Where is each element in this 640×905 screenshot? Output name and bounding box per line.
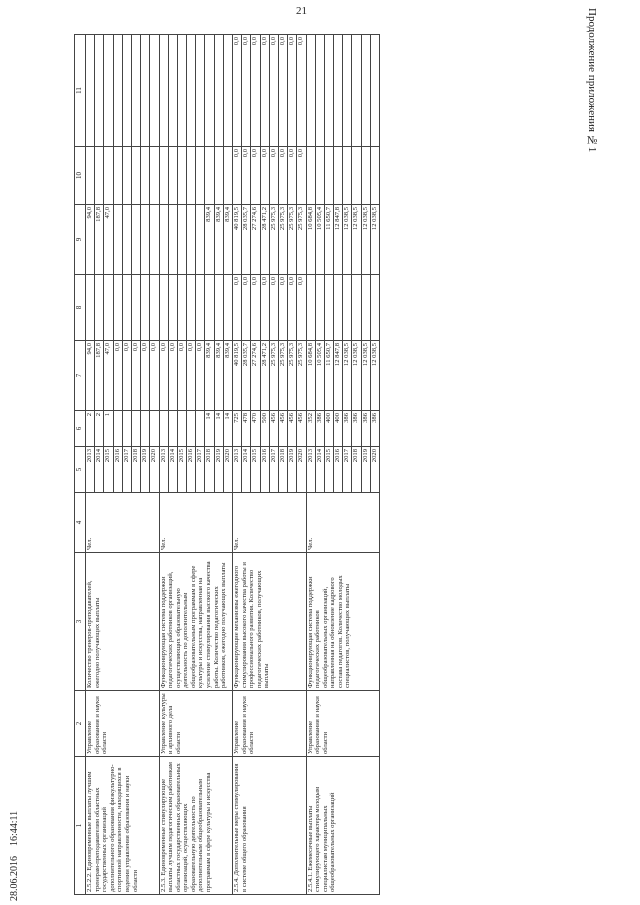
value-cell: 28 035,7 [242,205,251,275]
value-cell: 0,0 [168,341,177,411]
col-header: 11 [75,35,86,147]
value-cell [150,275,159,341]
value-cell: 25 975,3 [288,341,297,411]
value-cell: 28 471,2 [260,205,269,275]
value-cell: 0,0 [288,275,297,341]
col-header: 3 [75,553,86,691]
value-cell [324,147,333,205]
value-cell: 0,0 [260,147,269,205]
value-cell: 40 819,5 [233,205,242,275]
value-cell: 12 847,8 [334,205,343,275]
value-cell: 0,0 [233,275,242,341]
value-cell [141,35,150,147]
value-cell [113,147,122,205]
value-cell [214,35,223,147]
year-cell: 2014 [315,447,324,493]
value-cell [104,147,113,205]
value-cell: 25 975,3 [297,341,306,411]
value-cell: 28 035,7 [242,341,251,411]
page-number: 21 [296,5,307,17]
measure-c4-cell: Чел. [86,493,160,553]
value-cell: 1 [104,411,113,447]
value-cell: 94,0 [86,205,95,275]
table-row [159,35,168,895]
value-cell: 10 684,8 [306,205,315,275]
measure-c1-cell: 2.5.2.2. Единовременные выплаты лучшим тренерам-преподавателям областных государственных организаций дополнительного образования физкультурно-спортивной направленности, находящихся в ведении управления образования и науки области [86,757,160,895]
value-cell: 386 [352,411,361,447]
value-cell [141,147,150,205]
value-cell [223,147,232,205]
measure-c3-cell: Количество тренеров-преподавателей, ежегодно получающих выплаты [86,553,160,691]
value-cell [223,35,232,147]
value-cell: 400 [324,411,333,447]
value-cell: 0,0 [288,147,297,205]
value-cell: 386 [343,411,352,447]
col-header: 5 [75,447,86,493]
value-cell: 725 [233,411,242,447]
value-cell [131,35,140,147]
value-cell [187,275,196,341]
value-cell: 12 038,5 [370,341,379,411]
value-cell [370,35,379,147]
value-cell [122,205,131,275]
value-cell: 0,0 [242,35,251,147]
year-cell: 2016 [260,447,269,493]
year-cell: 2017 [122,447,131,493]
year-cell: 2018 [205,447,214,493]
col-header: 2 [75,691,86,757]
value-cell: 386 [315,411,324,447]
measure-c1-cell: 2.5.4.1. Ежемесячные выплаты стимулирующего характера молодым специалистам муниципальных общеобразовательных организаций [306,757,380,895]
value-cell [113,35,122,147]
value-cell: 12 847,8 [334,341,343,411]
value-cell [159,411,168,447]
value-cell: 25 975,3 [278,205,287,275]
value-cell: 2 [95,411,104,447]
year-cell: 2018 [131,447,140,493]
value-cell: 456 [288,411,297,447]
year-cell: 2013 [159,447,168,493]
value-cell [95,35,104,147]
value-cell [122,411,131,447]
col-header: 9 [75,205,86,275]
year-cell: 2015 [251,447,260,493]
value-cell: 0,0 [269,35,278,147]
year-cell: 2013 [86,447,95,493]
measure-c3-cell: Функционирующая система поддержки педагогических работников общеобразовательных организаций, направленная на обновление кадрового состава педагогов. Количество молодых специалистов, получающих выплаты [306,553,380,691]
year-cell: 2016 [113,447,122,493]
measure-c2-cell: Управление культуры и архивного дела области [159,691,233,757]
value-cell [214,275,223,341]
program-measures-table [74,34,380,895]
value-cell: 456 [269,411,278,447]
rotated-table-wrapper [74,35,560,895]
value-cell: 839,4 [205,341,214,411]
value-cell [343,35,352,147]
value-cell [177,411,186,447]
value-cell: 0,0 [260,35,269,147]
value-cell [315,147,324,205]
year-cell: 2013 [233,447,242,493]
year-cell: 2016 [334,447,343,493]
value-cell: 0,0 [269,147,278,205]
value-cell [214,147,223,205]
value-cell: 187,8 [95,205,104,275]
value-cell: 0,0 [122,341,131,411]
value-cell: 40 819,5 [233,341,242,411]
value-cell [177,205,186,275]
footer-timestamp [9,811,20,901]
value-cell: 12 038,5 [343,205,352,275]
value-cell: 352 [306,411,315,447]
year-cell: 2015 [324,447,333,493]
measure-c3-cell: Функционирующие механизмы ежегодного стимулирования высокого качества работы и профессионального развития. Количество педагогических работников, получающих выплаты [233,553,307,691]
value-cell: 25 975,3 [269,205,278,275]
value-cell [306,147,315,205]
value-cell: 25 975,3 [278,341,287,411]
year-cell: 2015 [177,447,186,493]
value-cell: 0,0 [288,35,297,147]
year-cell: 2020 [223,447,232,493]
value-cell [370,275,379,341]
value-cell [187,35,196,147]
value-cell: 187,8 [95,341,104,411]
value-cell: 0,0 [131,341,140,411]
measure-c2-cell: Управление образования и науки области [233,691,307,757]
value-cell [150,35,159,147]
value-cell [150,411,159,447]
year-cell: 2017 [196,447,205,493]
value-cell: 456 [278,411,287,447]
col-header: 8 [75,275,86,341]
value-cell: 12 038,5 [370,205,379,275]
value-cell: 839,4 [214,341,223,411]
table-row [233,35,242,895]
value-cell: 28 471,2 [260,341,269,411]
measure-c2-cell: Управление образования и науки области [306,691,380,757]
value-cell [131,205,140,275]
value-cell: 386 [370,411,379,447]
footer-time: 16:44:11 [9,810,20,846]
value-cell: 0,0 [260,275,269,341]
value-cell: 0,0 [187,341,196,411]
value-cell [315,275,324,341]
value-cell [223,275,232,341]
col-header: 10 [75,147,86,205]
value-cell: 27 274,6 [251,341,260,411]
year-cell: 2019 [361,447,370,493]
value-cell [205,35,214,147]
value-cell: 11 650,7 [324,205,333,275]
value-cell: 0,0 [297,35,306,147]
value-cell [196,147,205,205]
value-cell [131,275,140,341]
value-cell: 0,0 [196,341,205,411]
value-cell [196,205,205,275]
value-cell [324,35,333,147]
value-cell [104,35,113,147]
year-cell: 2017 [269,447,278,493]
measure-c4-cell: Чел. [233,493,307,553]
value-cell [315,35,324,147]
year-cell: 2018 [352,447,361,493]
value-cell: 839,4 [214,205,223,275]
value-cell: 0,0 [150,341,159,411]
value-cell: 0,0 [141,341,150,411]
year-cell: 2014 [168,447,177,493]
value-cell [159,147,168,205]
value-cell [205,147,214,205]
value-cell [113,275,122,341]
value-cell [205,275,214,341]
value-cell [352,35,361,147]
value-cell: 0,0 [159,341,168,411]
value-cell: 25 975,3 [288,205,297,275]
value-cell: 47,0 [104,205,113,275]
value-cell: 0,0 [269,275,278,341]
value-cell [168,411,177,447]
value-cell: 27 274,6 [251,205,260,275]
year-cell: 2019 [288,447,297,493]
value-cell [187,205,196,275]
value-cell: 839,4 [223,205,232,275]
value-cell: 0,0 [251,147,260,205]
value-cell [159,205,168,275]
value-cell: 0,0 [233,35,242,147]
col-header: 6 [75,411,86,447]
value-cell [196,35,205,147]
value-cell [141,275,150,341]
value-cell [168,205,177,275]
measure-c4-cell: Чел. [306,493,380,553]
value-cell [343,147,352,205]
value-cell [122,147,131,205]
value-cell [324,275,333,341]
value-cell: 470 [251,411,260,447]
value-cell [361,275,370,341]
value-cell [86,275,95,341]
year-cell: 2019 [214,447,223,493]
value-cell [196,411,205,447]
value-cell: 0,0 [278,35,287,147]
value-cell [141,411,150,447]
value-cell [177,275,186,341]
value-cell: 0,0 [278,147,287,205]
value-cell: 839,4 [223,341,232,411]
value-cell: 12 038,5 [343,341,352,411]
value-cell [131,411,140,447]
value-cell [196,275,205,341]
year-cell: 2014 [95,447,104,493]
value-cell [159,275,168,341]
value-cell: 12 038,5 [352,205,361,275]
year-cell: 2014 [242,447,251,493]
year-cell: 2019 [141,447,150,493]
col-header: 4 [75,493,86,553]
value-cell: 0,0 [177,341,186,411]
value-cell [187,147,196,205]
value-cell [306,275,315,341]
value-cell [334,147,343,205]
measure-c2-cell: Управление образования и науки области [86,691,160,757]
value-cell: 0,0 [242,147,251,205]
value-cell: 14 [223,411,232,447]
value-cell [177,35,186,147]
value-cell [150,205,159,275]
value-cell [159,35,168,147]
value-cell: 0,0 [251,35,260,147]
value-cell: 500 [260,411,269,447]
value-cell: 478 [242,411,251,447]
value-cell: 0,0 [297,147,306,205]
measure-c3-cell: Функционирующая система поддержки педагогических работников организаций, осуществляющих образовательную деятельность по дополнительным общеобразовательным программам в сфере культуры и искусства, направленная на усиление стимулирования высокого качества работы. Количество педагогических работников, ежегодно получающих выплаты [159,553,233,691]
appendix-continuation-label: Продолжение приложения №1 [586,8,598,153]
year-cell: 2018 [278,447,287,493]
value-cell: 25 975,3 [269,341,278,411]
table-row [86,35,95,895]
value-cell [86,147,95,205]
value-cell: 12 038,5 [352,341,361,411]
year-cell: 2016 [187,447,196,493]
value-cell [168,275,177,341]
value-cell [168,147,177,205]
value-cell [352,275,361,341]
year-cell: 2017 [343,447,352,493]
year-cell: 2020 [297,447,306,493]
value-cell [343,275,352,341]
year-cell: 2013 [306,447,315,493]
value-cell: 0,0 [233,147,242,205]
table-body [86,35,380,895]
value-cell [334,35,343,147]
value-cell [113,411,122,447]
value-cell: 14 [214,411,223,447]
value-cell [168,35,177,147]
value-cell [334,275,343,341]
value-cell [370,147,379,205]
value-cell [177,147,186,205]
value-cell: 47,0 [104,341,113,411]
value-cell [122,275,131,341]
value-cell: 11 650,7 [324,341,333,411]
value-cell: 0,0 [242,275,251,341]
value-cell: 839,4 [205,205,214,275]
col-header: 7 [75,341,86,411]
value-cell: 0,0 [113,341,122,411]
value-cell: 2 [86,411,95,447]
col-header: 1 [75,757,86,895]
year-cell: 2015 [104,447,113,493]
footer-date: 28.06.2016 [9,856,20,901]
value-cell [122,35,131,147]
value-cell: 386 [361,411,370,447]
value-cell [131,147,140,205]
value-cell: 0,0 [251,275,260,341]
measure-c1-cell: 2.5.4. Дополнительные меры стимулирования в системе общего образования [233,757,307,895]
value-cell [150,147,159,205]
value-cell [187,411,196,447]
value-cell: 25 975,3 [297,205,306,275]
table-row [306,35,315,895]
value-cell [95,147,104,205]
value-cell: 400 [334,411,343,447]
value-cell [104,275,113,341]
value-cell [306,35,315,147]
value-cell: 0,0 [278,275,287,341]
value-cell: 10 684,8 [306,341,315,411]
value-cell: 12 038,5 [361,341,370,411]
value-cell: 10 505,4 [315,341,324,411]
value-cell [95,275,104,341]
value-cell [113,205,122,275]
year-cell: 2020 [370,447,379,493]
value-cell: 94,0 [86,341,95,411]
value-cell: 12 038,5 [361,205,370,275]
value-cell: 10 505,4 [315,205,324,275]
value-cell [361,147,370,205]
measure-c1-cell: 2.5.3. Единовременные стимулирующие выплаты лучшим педагогическим работникам областных государственных образовательных организаций, осуществляющих образовательную деятельность по дополнительным общеобразовательным программам в сфере культуры и искусства [159,757,233,895]
value-cell [141,205,150,275]
measure-c4-cell: Чел. [159,493,233,553]
value-cell [86,35,95,147]
value-cell: 14 [205,411,214,447]
column-number-row [75,35,86,895]
year-cell: 2020 [150,447,159,493]
value-cell: 0,0 [297,275,306,341]
value-cell [352,147,361,205]
value-cell: 456 [297,411,306,447]
value-cell [361,35,370,147]
